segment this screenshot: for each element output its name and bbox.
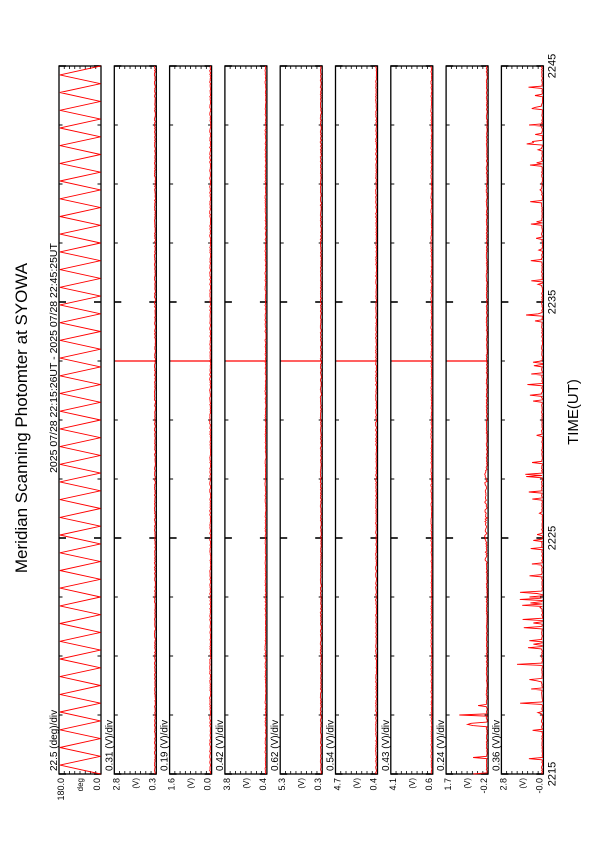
ytick-top-label: 1.7 [443, 778, 454, 791]
panel-9 [491, 66, 544, 794]
unit-label: (V) [518, 778, 528, 789]
unit-label: deg [76, 778, 85, 792]
ytick-top-label: 2.8 [498, 778, 509, 791]
panel-4 [215, 66, 268, 791]
unit-label: (V) [352, 778, 362, 789]
data-trace [517, 66, 543, 774]
panel-scale-label: 0.62 (V)/div [270, 719, 282, 771]
unit-label: (V) [297, 778, 307, 789]
ytick-bottom-label: 0.4 [257, 778, 268, 791]
unit-label: (V) [463, 778, 473, 789]
ytick-bottom-label: -0.0 [534, 778, 545, 794]
unit-label: (V) [131, 778, 141, 789]
x-tick-label: 2225 [546, 525, 559, 551]
panel-scale-label: 0.36 (V)/div [491, 719, 503, 771]
ytick-top-label: 4.7 [332, 778, 343, 791]
panel-frame [170, 66, 212, 774]
panel-scale-label: 22.5 (deg)/div [49, 709, 60, 771]
panel-3 [160, 66, 213, 791]
ytick-bottom-label: 0.0 [92, 778, 102, 791]
time-axis [546, 54, 558, 786]
panel-frame [446, 66, 488, 774]
ytick-bottom-label: -0.2 [479, 778, 490, 794]
ytick-top-label: 3.8 [221, 778, 232, 791]
panel-scale-label: 0.43 (V)/div [380, 719, 392, 771]
panel-frame [501, 66, 543, 774]
ytick-bottom-label: 0.3 [313, 778, 324, 791]
panel-6 [326, 66, 379, 791]
panel-frame [114, 66, 156, 774]
panel-scale-label: 0.42 (V)/div [214, 719, 226, 771]
panel-scale-label: 0.19 (V)/div [159, 719, 171, 771]
panel-scale-label: 0.24 (V)/div [436, 719, 448, 771]
panel-7 [381, 66, 434, 791]
panel-scale-label: 0.54 (V)/div [325, 719, 337, 771]
data-trace [320, 66, 321, 774]
x-tick-label: 2245 [546, 53, 559, 79]
ytick-top-label: 4.1 [387, 778, 398, 791]
unit-label: (V) [407, 778, 417, 789]
data-trace [459, 66, 487, 774]
unit-label: (V) [241, 778, 251, 789]
panel-frame [59, 66, 101, 774]
ytick-bottom-label: 0.0 [202, 778, 213, 791]
ytick-top-label: 5.3 [277, 778, 288, 791]
panel-2 [104, 66, 157, 791]
ytick-top-label: 1.6 [166, 778, 177, 791]
x-axis-label: TIME(UT) [565, 379, 582, 445]
x-tick-label: 2235 [546, 289, 559, 315]
unit-label: (V) [186, 778, 196, 789]
ytick-top-label: 180.0 [56, 778, 66, 801]
panels-group [49, 66, 544, 801]
chart-subtitle: 2025 07/28 22:15:26UT - 2025 07/28 22:45:25UT [48, 243, 60, 473]
ytick-bottom-label: 0.3 [147, 778, 158, 791]
panel-8 [436, 66, 489, 794]
ytick-bottom-label: 0.6 [423, 778, 434, 791]
panel-scale-label: 0.31 (V)/div [104, 719, 116, 771]
panel-frame [391, 66, 433, 774]
panel-5 [270, 66, 323, 791]
ytick-bottom-label: 0.4 [368, 778, 379, 791]
ytick-top-label: 2.8 [111, 778, 122, 791]
panel-frame [225, 66, 267, 774]
panel-frame [280, 66, 322, 774]
panel-frame [336, 66, 378, 774]
data-trace [60, 66, 101, 774]
x-tick-label: 2215 [546, 761, 559, 787]
chart-title: Meridian Scanning Photomter at SYOWA [12, 262, 31, 574]
